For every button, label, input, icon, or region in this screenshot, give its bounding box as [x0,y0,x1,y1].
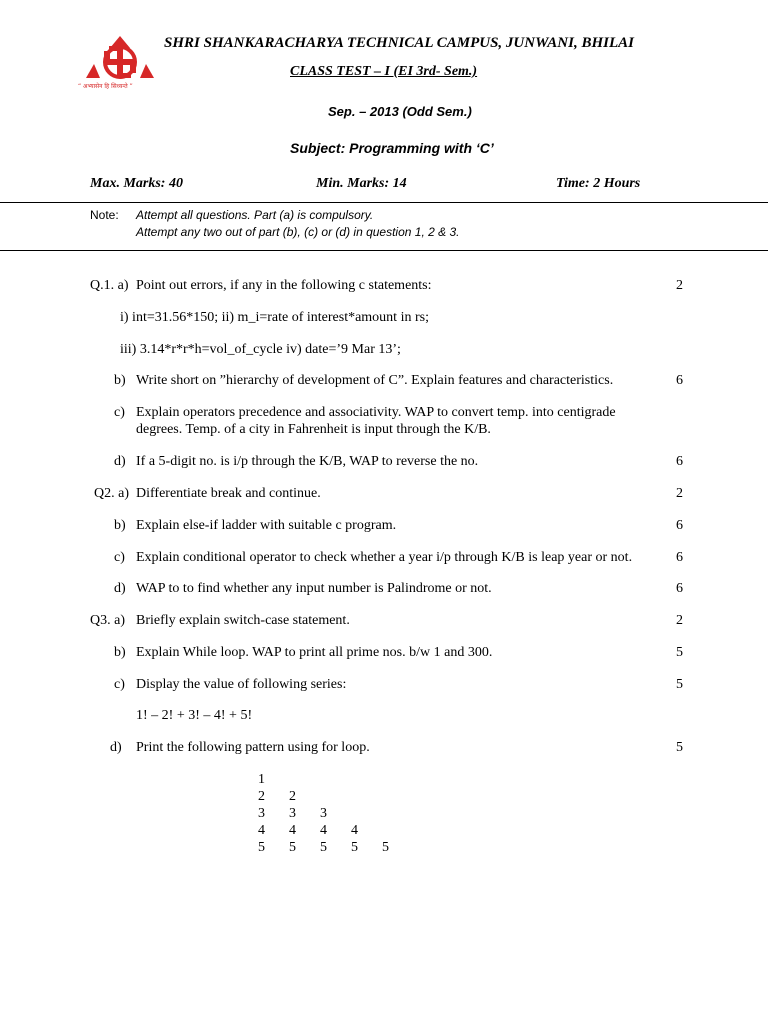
q1a-text: Point out errors, if any in the following c statements: [136,278,432,293]
q1b-marks: 6 [676,373,683,388]
max-marks: Max. Marks: 40 [90,176,183,191]
pattern-cell: 4 [258,823,265,838]
note-line-1: Attempt all questions. Part (a) is compulsory. [136,208,374,222]
q1b-label: b) [114,373,126,388]
institution-name: SHRI SHANKARACHARYA TECHNICAL CAMPUS, JUNWANI, BHILAI [164,35,634,51]
q1c-label: c) [114,405,125,420]
q3d-label: d) [110,740,122,755]
note-label: Note: [90,208,119,222]
pattern-cell: 2 [258,789,265,804]
q1a-label: Q.1. a) [90,278,129,293]
q2a-label: Q2. a) [94,486,129,501]
q1a-marks: 2 [676,278,683,293]
q3b-marks: 5 [676,645,683,660]
q3a-text: Briefly explain switch-case statement. [136,613,350,628]
min-marks: Min. Marks: 14 [316,176,407,191]
pattern-cell: 3 [258,806,265,821]
pattern-cell: 4 [351,823,358,838]
q1c-text-2: degrees. Temp. of a city in Fahrenheit is input through the K/B. [136,422,491,437]
q1a-statements-2: iii) 3.14*r*r*h=vol_of_cycle iv) date=’9 Mar 13’; [120,342,401,357]
q3b-text: Explain While loop. WAP to print all prime nos. b/w 1 and 300. [136,645,493,660]
q3c-marks: 5 [676,677,683,692]
pattern-cell: 4 [320,823,327,838]
q3c-text: Display the value of following series: [136,677,347,692]
q2b-label: b) [114,518,126,533]
q1a-statements-1: i) int=31.56*150; ii) m_i=rate of interest*amount in rs; [120,310,429,325]
test-title: CLASS TEST – I (EI 3rd- Sem.) [290,64,478,79]
q3b-label: b) [114,645,126,660]
q3a-marks: 2 [676,613,683,628]
q2d-text: WAP to to find whether any input number is Palindrome or not. [136,581,492,596]
pattern-cell: 1 [258,772,265,787]
pattern-cell: 2 [289,789,296,804]
q2c-text: Explain conditional operator to check whether a year i/p through K/B is leap year or not. [136,550,633,565]
pattern-cell: 5 [258,840,265,855]
pattern-cell: 4 [289,823,296,838]
q2b-marks: 6 [676,518,683,533]
q2c-label: c) [114,550,125,565]
divider-top [0,202,768,203]
subject: Subject: Programming with ‘C’ [290,140,494,156]
pattern-cell: 5 [289,840,296,855]
q3a-label: Q3. a) [90,613,125,628]
duration: Time: 2 Hours [556,176,641,191]
q3d-text: Print the following pattern using for loop. [136,740,370,755]
pattern-cell: 5 [351,840,358,855]
pattern-cell: 5 [320,840,327,855]
q3c-label: c) [114,677,125,692]
pattern-cell: 3 [320,806,327,821]
q1c-text-1: Explain operators precedence and associativity. WAP to convert temp. into centigrade [136,405,616,420]
q1d-marks: 6 [676,454,683,469]
pattern-cell: 3 [289,806,296,821]
q2a-marks: 2 [676,486,683,501]
q1b-text: Write short on ”hierarchy of development of C”. Explain features and characteristics. [136,373,614,388]
q3d-marks: 5 [676,740,683,755]
q2b-text: Explain else-if ladder with suitable c program. [136,518,397,533]
q3c-series: 1! – 2! + 3! – 4! + 5! [136,708,253,723]
number-pattern [258,771,438,861]
logo-motto: “ अभ्यासेन हि सिध्यन्ते ” [78,83,133,90]
session: Sep. – 2013 (Odd Sem.) [328,104,472,119]
q1d-label: d) [114,454,126,469]
q2d-label: d) [114,581,126,596]
pattern-cell: 5 [382,840,389,855]
q2d-marks: 6 [676,581,683,596]
q2c-marks: 6 [676,550,683,565]
institution-logo [80,34,160,96]
q1d-text: If a 5-digit no. is i/p through the K/B, WAP to reverse the no. [136,454,479,469]
q2a-text: Differentiate break and continue. [136,486,321,501]
logo-emblem-icon [80,34,160,84]
note-line-2: Attempt any two out of part (b), (c) or (d) in question 1, 2 & 3. [136,225,460,239]
divider-bottom [0,250,768,251]
